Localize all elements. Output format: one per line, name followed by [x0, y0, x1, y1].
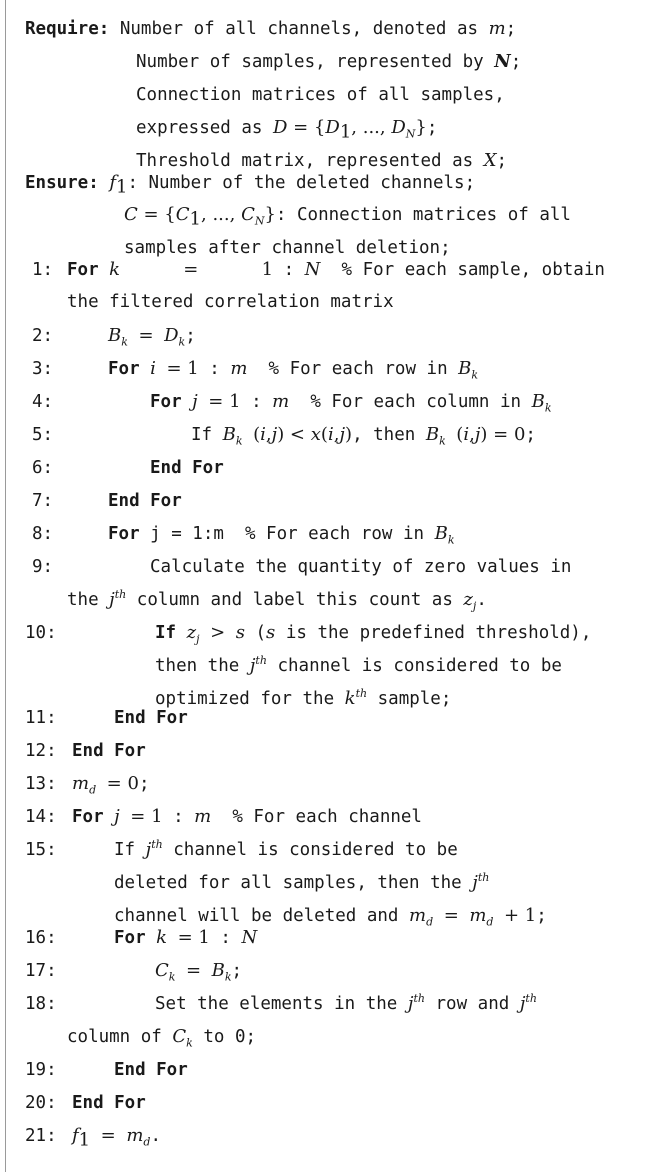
ensure-line-2: $C = \{C_1$, ..., $C_N$}: Connection matrices of all: [124, 204, 571, 230]
ensure-line-1: Ensure: $f_1$: Number of the deleted channels;: [25, 172, 476, 198]
require-line-1: Require: Number of all channels, denoted as m;: [25, 18, 517, 39]
require-line-5: Threshold matrix, represented as X;: [136, 150, 508, 171]
require-line-3: Connection matrices of all samples,: [136, 85, 505, 105]
require-line-2: Number of samples, represented by N;: [136, 51, 522, 72]
algorithm-block: Require: Number of all channels, denoted as m; Number of samples, represented by N; Connection matrices of all samples, expressed as $D = \{D_1$, ..., $D_N$}; Threshold matrix, represented as X; Ensure: $f_1$: Number of the deleted channels; $C = \{C_1$, ..., $C_N$}: Connection matrices of all samples after channel deletion; 1: For k = 1 : N % For each sample, obtain the filtered correlation matrix 2: $B_k = D_k$; 3: For i = 1 : m % For each row in $B_k$ 4: For j = 1 : m % For each column in $B_k$ 5: If $B_k$ (i,j) < x(i,j), then $B_k$ (i,j) = 0; 6: End For 7: End For 8: For j = 1:m % For each row in $B_k$ 9: Calculate the quantity of zero values in the $j^{th}$ column and label this count as $z_j$. 10: If $z_j > s$ (s is the predefined threshold), then the $j^{th}$ channel is considered to be optimized for the $k^{th}$ sample; 11: End For 12: End For 13: $m_d = 0$; 14: For j = 1 : m % For each channel 15: If $j^{th}$ channel is considered to be deleted for all samples, then the $j^{th}$ channel will be deleted and $m_d = m_d + 1$; 16: For k = 1 : N 17: $C_k = B_k$; 18: Set the elements in the $j^{th}$ row and $j^{th}$ column of $C_k$ to 0; 19: End For 20: End For 21: $f_1 = m_d$.: [0, 0, 653, 1172]
require-keyword: Require:: [25, 19, 110, 39]
ensure-line-3: samples after channel deletion;: [124, 238, 451, 258]
ensure-keyword: Ensure:: [25, 173, 99, 193]
require-line-4: expressed as $D = \{D_1$, ..., $D_N$};: [136, 117, 438, 143]
